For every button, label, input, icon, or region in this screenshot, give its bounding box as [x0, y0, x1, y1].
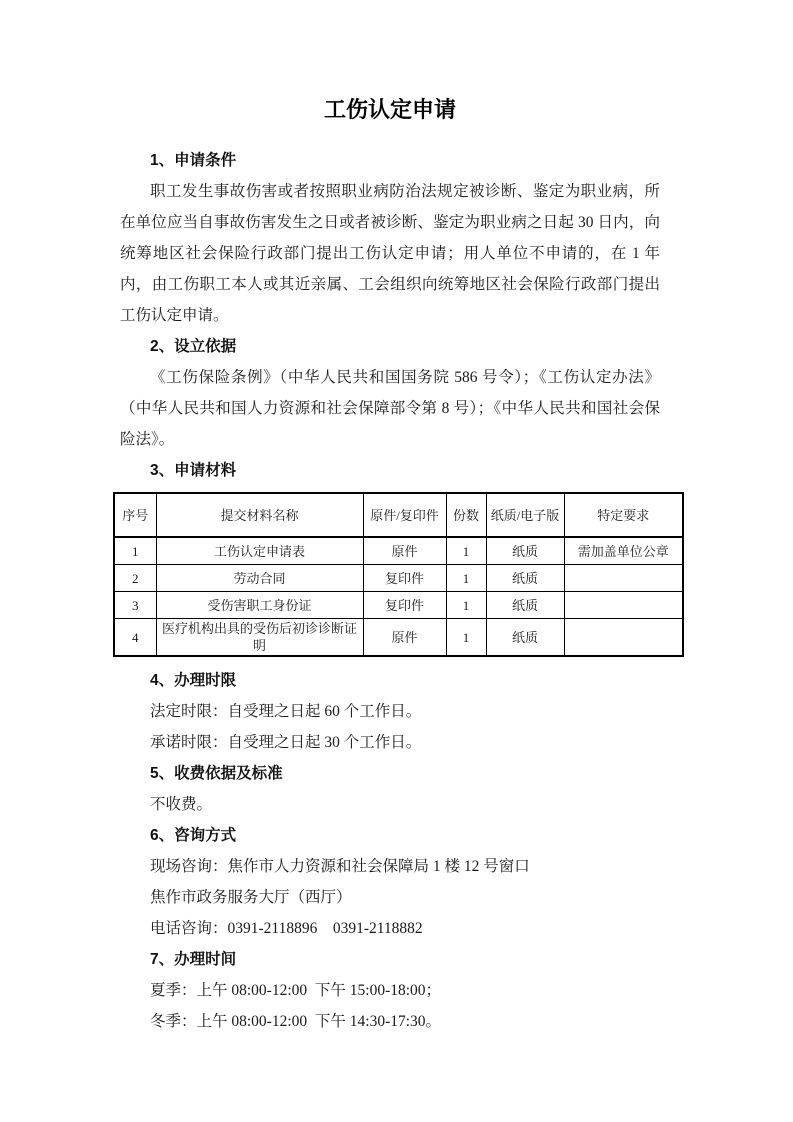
- header-cell-paper-or-electronic: 纸质/电子版: [486, 493, 564, 537]
- table-row: [114, 537, 683, 565]
- header-cell-quantity: 份数: [446, 493, 486, 537]
- table-cell: 1: [446, 565, 486, 592]
- table-cell: 受伤害职工身份证: [156, 592, 363, 619]
- header-cell-original-or-copy: 原件/复印件: [363, 493, 446, 537]
- table-row: [114, 592, 683, 619]
- phone-consultation: 电话咨询：0391-2118896 0391-2118882: [150, 920, 423, 937]
- service-hall-address: 焦作市政务服务大厅（西厅）: [150, 889, 352, 906]
- table-header-row: [114, 493, 683, 537]
- table-cell: 原件: [363, 619, 446, 657]
- application-conditions-text: 职工发生事故伤害或者按照职业病防治法规定被诊断、鉴定为职业病，所在单位应当自事故伤害发生之日或者被诊断、鉴定为职业病之日起 30 日内，向统筹地区社会保险行政部门提出工伤认定申请；用人单位不申请的，在 1 年内，由工伤职工本人或其近亲属、工会组织向统筹地区社会保险行政部门提出工伤认定申请。: [120, 183, 660, 324]
- section-application-conditions: [120, 145, 660, 331]
- table-cell: 纸质: [486, 565, 564, 592]
- legal-basis-text: 《工伤保险条例》（中华人民共和国国务院 586 号令）；《工伤认定办法》（中华人民共和国人力资源和社会保障部令第 8 号）；《中华人民共和国社会保险法》。: [120, 369, 660, 448]
- section-heading-5: 5、收费依据及标准: [150, 765, 283, 782]
- table-cell: 纸质: [486, 592, 564, 619]
- page-title: 工伤认定申请: [323, 97, 456, 122]
- table-cell: 劳动合同: [156, 565, 363, 592]
- table-cell: 复印件: [363, 592, 446, 619]
- section-heading-2: 2、设立依据: [150, 338, 237, 355]
- table-cell: 1: [446, 592, 486, 619]
- table-cell: 1: [446, 619, 486, 657]
- section-processing-time-limit: [120, 665, 660, 758]
- header-cell-material-name: 提交材料名称: [156, 493, 363, 537]
- winter-hours: 冬季：上午 08:00-12:00 下午 14:30-17:30。: [150, 1013, 442, 1030]
- no-fee-text: 不收费。: [150, 796, 213, 813]
- section-heading-7: 7、办理时间: [150, 951, 237, 968]
- header-cell-special-requirements: 特定要求: [564, 493, 683, 537]
- section-heading-3: 3、申请材料: [150, 462, 237, 479]
- table-cell: 纸质: [486, 619, 564, 657]
- table-row: [114, 565, 683, 592]
- table-cell: 3: [114, 592, 156, 619]
- table-cell: 2: [114, 565, 156, 592]
- table-cell: 医疗机构出具的受伤后初诊诊断证明: [156, 619, 363, 657]
- table-cell: 纸质: [486, 537, 564, 565]
- section-heading-4: 4、办理时限: [150, 672, 237, 689]
- table-cell: 复印件: [363, 565, 446, 592]
- table-cell: [564, 619, 683, 657]
- table-cell: 1: [114, 537, 156, 565]
- table-row: [114, 619, 683, 657]
- section-consultation-methods: [120, 820, 660, 944]
- table-cell: 工伤认定申请表: [156, 537, 363, 565]
- table-cell: 需加盖单位公章: [564, 537, 683, 565]
- section-application-materials: [120, 455, 669, 657]
- statutory-time-limit: 法定时限：自受理之日起 60 个工作日。: [150, 703, 422, 720]
- section-heading-6: 6、咨询方式: [150, 827, 237, 844]
- section-legal-basis: [120, 331, 660, 455]
- table-cell: 原件: [363, 537, 446, 565]
- summer-hours: 夏季：上午 08:00-12:00 下午 15:00-18:00；: [150, 982, 442, 999]
- section-heading-1: 1、申请条件: [150, 152, 237, 169]
- table-cell: 1: [446, 537, 486, 565]
- onsite-consultation: 现场咨询：焦作市人力资源和社会保障局 1 楼 12 号窗口: [150, 858, 530, 875]
- section-fee-basis: [120, 758, 660, 820]
- table-cell: 4: [114, 619, 156, 657]
- table-cell: [564, 592, 683, 619]
- table-cell: [564, 565, 683, 592]
- section-office-hours: [120, 944, 660, 1037]
- promised-time-limit: 承诺时限：自受理之日起 30 个工作日。: [150, 734, 422, 751]
- header-cell-index: 序号: [114, 493, 156, 537]
- application-materials-table: [113, 492, 684, 657]
